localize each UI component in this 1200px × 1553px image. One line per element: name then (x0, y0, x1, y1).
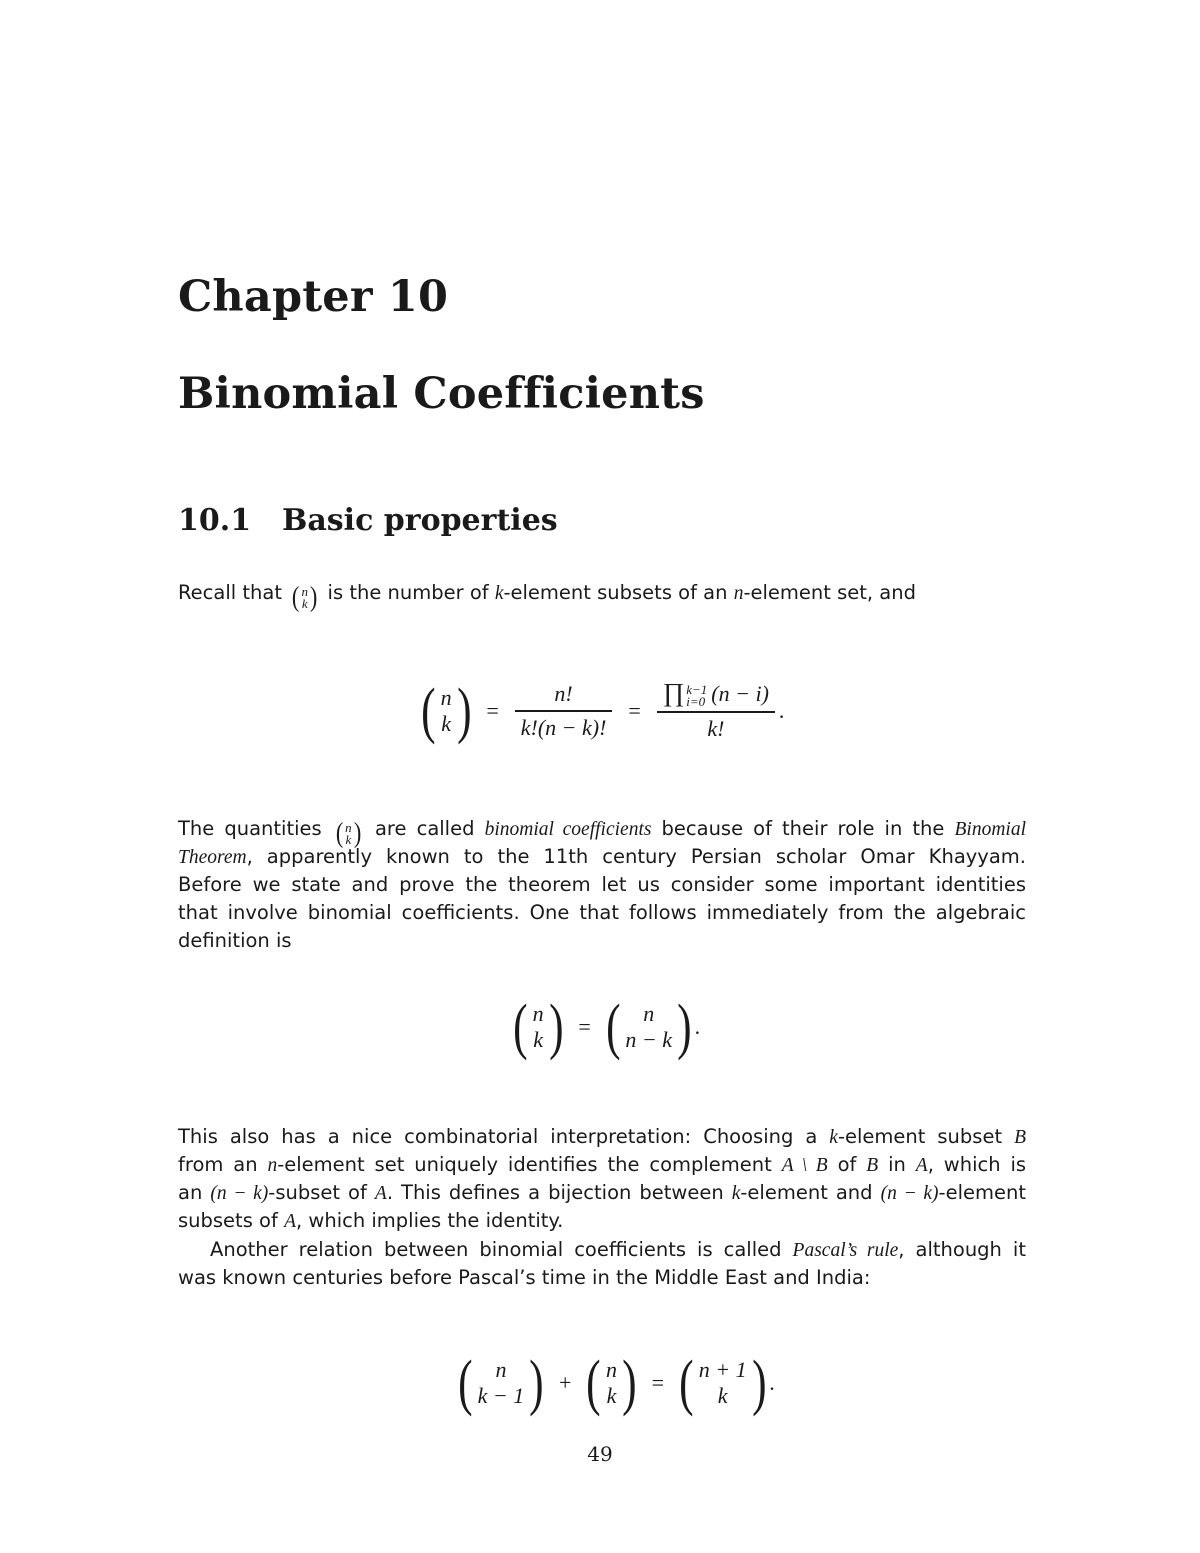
inline-binomial: ( n k ) (292, 582, 318, 613)
paragraph-quantities-line1: The quantities ( n k ) are called binomial coefficients because of their role in the Binomial (178, 817, 1026, 849)
chapter-label: Chapter 10 (178, 272, 449, 322)
fraction-product: ∏ k−1 i=0 (n − i) k! (657, 680, 775, 741)
section-title: Basic properties (282, 503, 558, 538)
binomial-n-k: ( n k ) (421, 677, 472, 745)
equation-binomial-definition: ( n k ) = $\frac{n!}{k!(n - k)!}$ = ∏ k−1 i=0 (n − i) k! . (418, 680, 784, 742)
section-heading (178, 503, 558, 538)
paragraph-combinatorial-line2: from an n-element set uniquely identifies the complement A \ B of B in A, which is (178, 1153, 1027, 1176)
paragraph-quantities-line5: definition is (178, 929, 292, 952)
section-number: 10.1 (178, 503, 252, 538)
paragraph-recall: Recall that ( n k ) is the number of k-element subsets of an n-element set, and (178, 581, 916, 613)
equation-pascal-rule: ( n k − 1 ) + ( n k ) = ( n + 1 k ) . (458, 1349, 775, 1417)
paragraph-combinatorial-line4: subsets of A, which implies the identity. (178, 1209, 564, 1232)
page-number: 49 (587, 1442, 613, 1466)
paragraph-combinatorial-line3: an (n − k)-subset of A. This defines a bijection between k-element and (n − k)-element (178, 1181, 1026, 1204)
paragraph-quantities-line2: Theorem, apparently known to the 11th century Persian scholar Omar Khayyam. (178, 845, 1026, 868)
paragraph-quantities-line3: Before we state and prove the theorem let us consider some important identities (178, 873, 1026, 896)
fraction-factorial: $\frac{n!}{k!(n - k)!}$ (515, 681, 613, 740)
chapter-title: Binomial Coefficients (178, 369, 705, 419)
equation-symmetry: ( n k ) = ( n n − k ) . (513, 993, 701, 1061)
paragraph-quantities-line4: that involve binomial coefficients. One that follows immediately from the algebraic (178, 901, 1026, 924)
paragraph-pascal-line2: was known centuries before Pascal’s time in the Middle East and India: (178, 1266, 871, 1289)
paragraph-pascal-line1: Another relation between binomial coefficients is called Pascal’s rule, although it (210, 1238, 1026, 1261)
paragraph-combinatorial-line1: This also has a nice combinatorial interpretation: Choosing a k-element subset B (178, 1125, 1027, 1148)
